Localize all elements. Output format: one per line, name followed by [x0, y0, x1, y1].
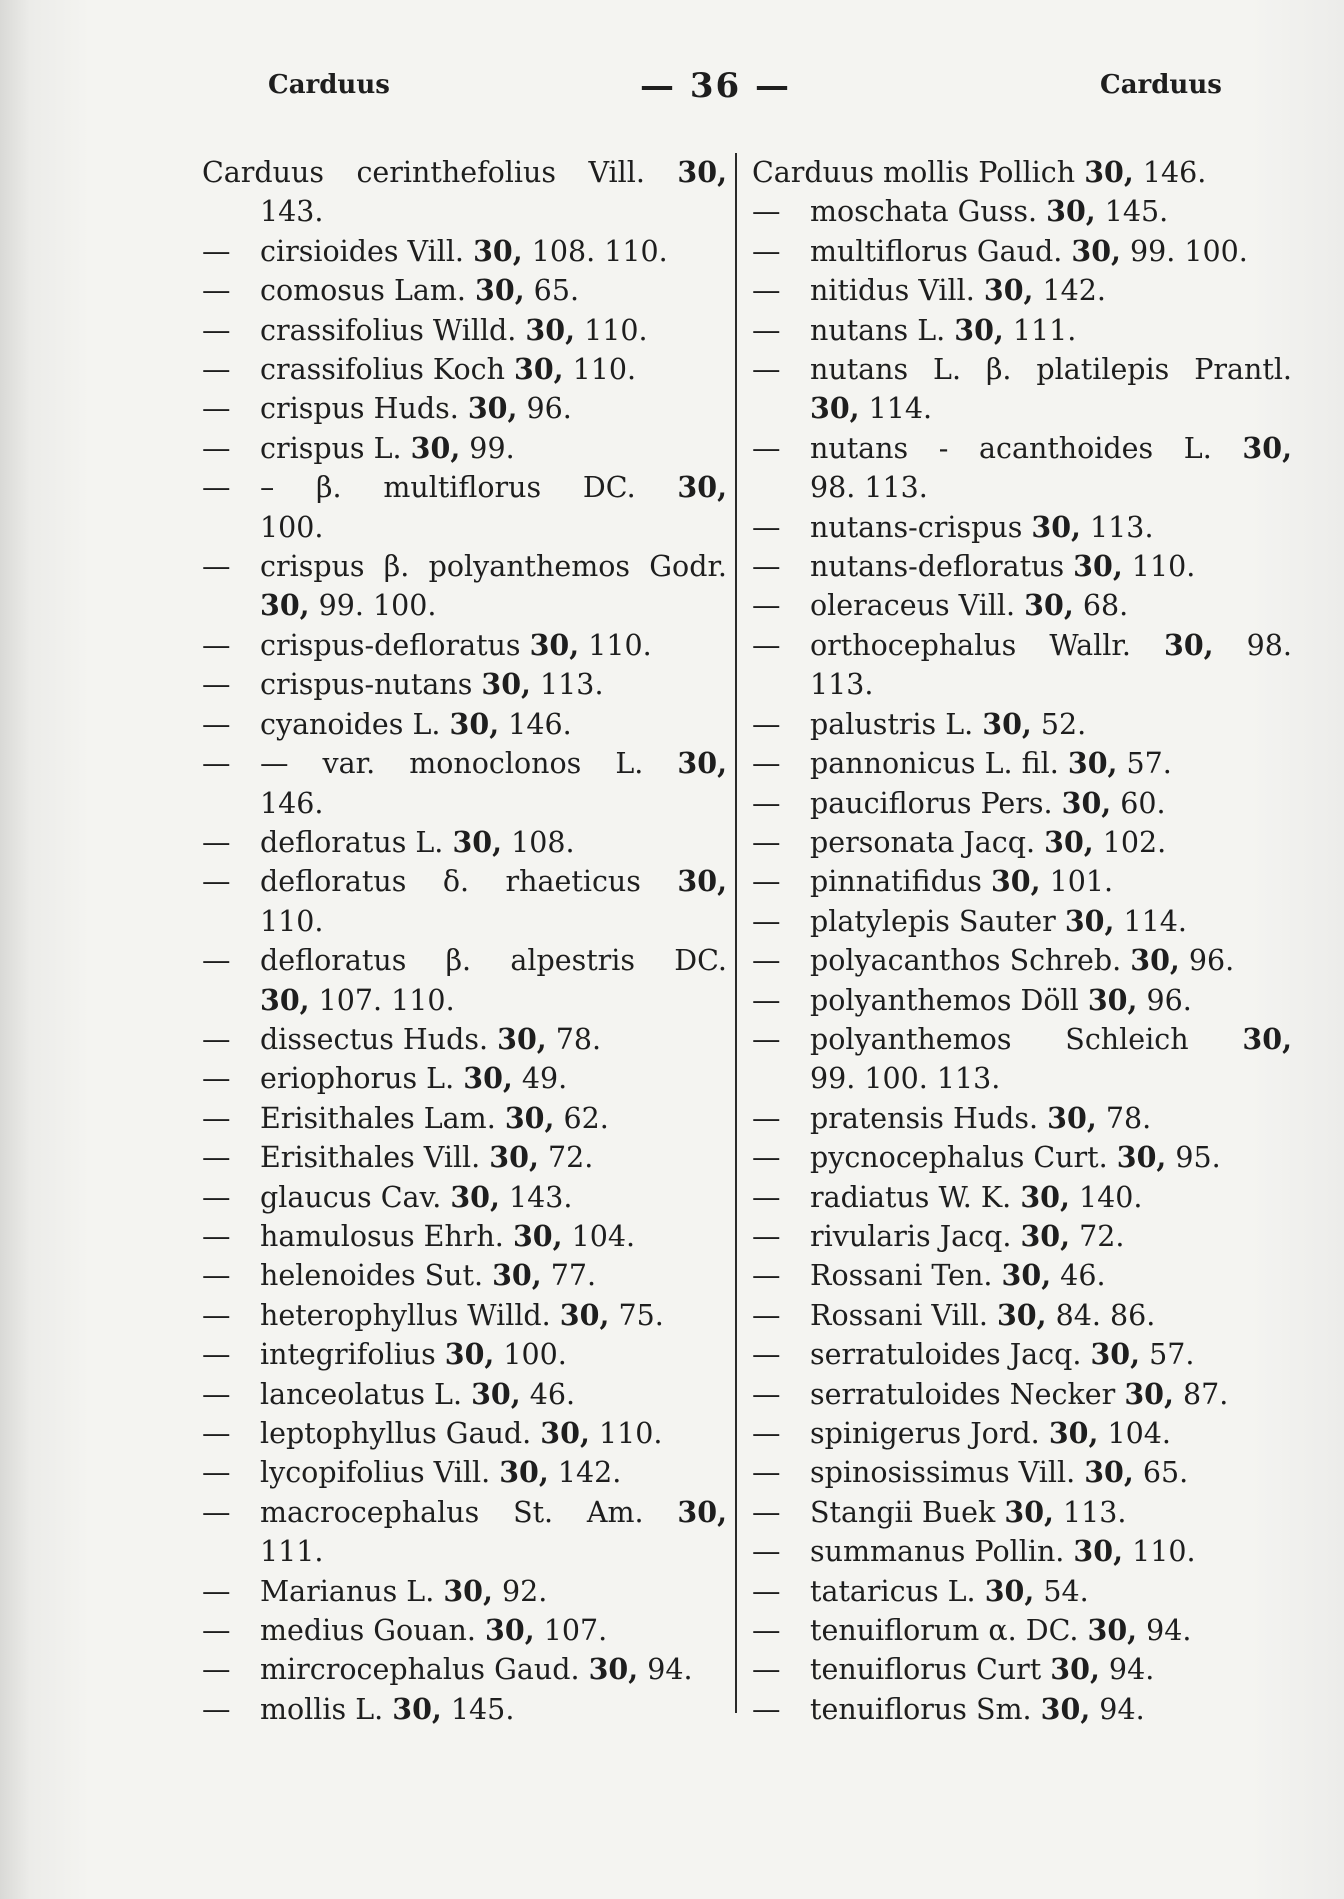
index-entry [202, 1099, 727, 1138]
ditto-dash: — [202, 628, 231, 662]
entry-text: Erisithales Vill. 30, 72. [260, 1140, 594, 1175]
entry-text: helenoides Sut. 30, 77. [260, 1258, 597, 1293]
index-entry [752, 153, 1292, 192]
ditto-dash: — [202, 274, 231, 308]
entry-text: spinosissimus Vill. 30, 65. [810, 1455, 1189, 1490]
ditto-dash: — [202, 1574, 231, 1608]
entry-text: Carduus cerinthefolius Vill. 30, [202, 155, 727, 189]
ditto-dash: — [752, 589, 781, 623]
entry-continuation: 100. [260, 510, 324, 544]
index-entry [752, 744, 1292, 783]
ditto-dash: — [752, 628, 781, 662]
index-entry [202, 271, 727, 310]
entry-text: serratuloides Necker 30, 87. [810, 1376, 1229, 1411]
entry-continuation: 110. [260, 904, 324, 938]
entry-text: medius Gouan. 30, 107. [260, 1613, 608, 1648]
ditto-dash: — [202, 1495, 231, 1529]
ditto-dash: — [752, 274, 781, 308]
index-entry [202, 1493, 727, 1572]
entry-text: pratensis Huds. 30, 78. [810, 1100, 1152, 1135]
entry-continuation: 30, 99. 100. [260, 588, 437, 623]
page-number: — 36 — [640, 66, 791, 106]
entry-text: crispus-defloratus 30, 110. [260, 627, 652, 662]
index-entry [752, 586, 1292, 625]
entry-text: – β. multiflorus DC. 30, [260, 470, 727, 505]
entry-text: tenuiflorus Curt 30, 94. [810, 1652, 1155, 1687]
index-entry [752, 1375, 1292, 1414]
entry-text: Rossani Vill. 30, 84. 86. [810, 1297, 1156, 1332]
entry-text: defloratus δ. rhaeticus 30, [260, 864, 727, 899]
ditto-dash: — [202, 1101, 231, 1135]
ditto-dash: — [752, 944, 781, 978]
index-entry [752, 1138, 1292, 1177]
entry-text: tenuiflorum α. DC. 30, 94. [810, 1613, 1192, 1648]
ditto-dash: — [202, 825, 231, 859]
entry-continuation: 30, 107. 110. [260, 982, 455, 1017]
ditto-dash: — [202, 1298, 231, 1332]
ditto-dash: — [202, 865, 231, 899]
entry-text: eriophorus L. 30, 49. [260, 1061, 568, 1096]
ditto-dash: — [752, 195, 781, 229]
ditto-dash: — [202, 1062, 231, 1096]
index-entry [202, 744, 727, 823]
ditto-dash: — [752, 825, 781, 859]
index-entry [752, 1532, 1292, 1571]
ditto-dash: — [202, 944, 231, 978]
ditto-dash: — [202, 1338, 231, 1372]
entry-continuation: 111. [260, 1535, 324, 1569]
entry-text: leptophyllus Gaud. 30, 110. [260, 1416, 663, 1450]
index-entry [202, 311, 727, 350]
index-entry [202, 468, 727, 547]
ditto-dash: — [752, 313, 781, 347]
index-entry [752, 1256, 1292, 1295]
entry-text: Stangii Buek 30, 113. [810, 1494, 1127, 1529]
entry-text: defloratus L. 30, 108. [260, 824, 575, 859]
entry-text: glaucus Cav. 30, 143. [260, 1179, 573, 1214]
ditto-dash: — [752, 1417, 781, 1450]
ditto-dash: — [752, 1574, 781, 1608]
ditto-dash: — [752, 510, 781, 544]
ditto-dash: — [752, 865, 781, 899]
entry-text: crispus L. 30, 99. [260, 430, 515, 465]
index-entry [202, 1059, 727, 1098]
entry-continuation: 146. [260, 786, 324, 820]
entry-text: polyacanthos Schreb. 30, 96. [810, 943, 1235, 978]
ditto-dash: — [202, 1456, 231, 1490]
entry-text: nutans L. β. platilepis Prantl. [810, 353, 1292, 387]
ditto-dash: — [752, 1338, 781, 1372]
entry-text: polyanthemos Schleich 30, [810, 1021, 1292, 1056]
ditto-dash: — [202, 747, 231, 781]
index-entry [752, 1572, 1292, 1611]
index-entry [202, 1335, 727, 1374]
index-entry [752, 311, 1292, 350]
index-entry [202, 1572, 727, 1611]
index-entry [202, 1296, 727, 1335]
entry-text: pycnocephalus Curt. 30, 95. [810, 1140, 1221, 1175]
ditto-dash: — [202, 1614, 231, 1648]
index-entry [202, 1217, 727, 1256]
entry-text: Carduus mollis Pollich 30, 146. [752, 155, 1207, 189]
index-entry [202, 705, 727, 744]
ditto-dash: — [752, 1259, 781, 1293]
index-entry [202, 1611, 727, 1650]
index-entry [752, 1493, 1292, 1532]
entry-text: pauciflorus Pers. 30, 60. [810, 785, 1166, 820]
ditto-dash: — [202, 1022, 231, 1056]
index-entry [202, 1453, 727, 1492]
index-entry [202, 626, 727, 665]
ditto-dash: — [752, 983, 781, 1017]
entry-text: nutans L. 30, 111. [810, 312, 1077, 347]
entry-continuation: 30, 114. [810, 391, 933, 426]
ditto-dash: — [752, 1022, 781, 1056]
ditto-dash: — [202, 1653, 231, 1687]
ditto-dash: — [752, 786, 781, 820]
entry-text: moschata Guss. 30, 145. [810, 194, 1169, 229]
index-entry [752, 1296, 1292, 1335]
ditto-dash: — [752, 1653, 781, 1687]
entry-text: macrocephalus St. Am. 30, [260, 1494, 727, 1529]
index-entry [752, 1611, 1292, 1650]
entry-text: crassifolius Willd. 30, 110. [260, 312, 648, 347]
ditto-dash: — [202, 1417, 231, 1450]
index-entry [752, 508, 1292, 547]
index-entry [752, 429, 1292, 508]
entry-text: hamulosus Ehrh. 30, 104. [260, 1218, 636, 1253]
entry-text: crispus Huds. 30, 96. [260, 391, 572, 426]
index-entry [752, 232, 1292, 271]
ditto-dash: — [202, 668, 231, 702]
index-entry [202, 1178, 727, 1217]
index-entry [752, 1453, 1292, 1492]
ditto-dash: — [202, 234, 231, 268]
index-entry [202, 429, 727, 468]
index-column-left [202, 153, 727, 1729]
ditto-dash: — [752, 1692, 781, 1726]
ditto-dash: — [752, 353, 781, 387]
index-entry [752, 902, 1292, 941]
entry-text: spinigerus Jord. 30, 104. [810, 1416, 1171, 1450]
ditto-dash: — [202, 1692, 231, 1726]
index-entry [202, 153, 727, 232]
header-right-title: Carduus [1100, 70, 1222, 100]
index-entry [752, 705, 1292, 744]
index-entry [202, 862, 727, 941]
ditto-dash: — [752, 1495, 781, 1529]
entry-text: orthocephalus Wallr. 30, 98. [810, 627, 1292, 662]
entry-text: nutans-crispus 30, 113. [810, 509, 1154, 544]
entry-text: heterophyllus Willd. 30, 75. [260, 1297, 664, 1332]
ditto-dash: — [202, 431, 231, 465]
index-entry [202, 1020, 727, 1059]
index-entry [752, 1690, 1292, 1729]
entry-text: summanus Pollin. 30, 110. [810, 1534, 1196, 1569]
ditto-dash: — [202, 550, 231, 584]
entry-text: crispus β. polyanthemos Godr. [260, 550, 727, 584]
entry-text: nitidus Vill. 30, 142. [810, 273, 1106, 308]
index-entry [752, 862, 1292, 901]
entry-text: mollis L. 30, 145. [260, 1691, 515, 1726]
index-entry [752, 1099, 1292, 1138]
index-column-right [752, 153, 1292, 1729]
entry-text: personata Jacq. 30, 102. [810, 824, 1167, 859]
index-entry [752, 941, 1292, 980]
ditto-dash: — [752, 1101, 781, 1135]
ditto-dash: — [202, 707, 231, 741]
ditto-dash: — [752, 904, 781, 938]
index-entry [202, 350, 727, 389]
index-entry [202, 389, 727, 428]
index-entry [202, 232, 727, 271]
entry-text: tenuiflorus Sm. 30, 94. [810, 1691, 1145, 1726]
index-entry [752, 192, 1292, 231]
ditto-dash: — [752, 1377, 781, 1411]
ditto-dash: — [202, 1219, 231, 1253]
ditto-dash: — [752, 1219, 781, 1253]
entry-text: Rossani Ten. 30, 46. [810, 1258, 1106, 1293]
entry-text: tataricus L. 30, 54. [810, 1573, 1089, 1608]
entry-text: pinnatifidus 30, 101. [810, 864, 1114, 899]
index-entry [752, 981, 1292, 1020]
ditto-dash: — [202, 392, 231, 426]
header-left-title: Carduus [268, 70, 390, 100]
entry-text: lanceolatus L. 30, 46. [260, 1376, 576, 1411]
ditto-dash: — [202, 1259, 231, 1293]
entry-text: crassifolius Koch 30, 110. [260, 352, 637, 387]
entry-continuation: 113. [810, 668, 874, 702]
ditto-dash: — [202, 1377, 231, 1411]
index-entry [752, 547, 1292, 586]
entry-text: — var. monoclonos L. 30, [260, 746, 727, 781]
entry-text: dissectus Huds. 30, 78. [260, 1021, 602, 1056]
entry-text: oleraceus Vill. 30, 68. [810, 588, 1129, 623]
index-entry [202, 941, 727, 1020]
index-entry [752, 626, 1292, 705]
index-entry [752, 1178, 1292, 1217]
ditto-dash: — [752, 1141, 781, 1175]
ditto-dash: — [752, 1298, 781, 1332]
ditto-dash: — [202, 313, 231, 347]
index-entry [202, 1414, 727, 1453]
index-entry [752, 1650, 1292, 1689]
entry-text: polyanthemos Döll 30, 96. [810, 982, 1192, 1017]
entry-text: rivularis Jacq. 30, 72. [810, 1218, 1125, 1253]
index-entry [202, 665, 727, 704]
entry-text: platylepis Sauter 30, 114. [810, 903, 1187, 938]
entry-text: pannonicus L. fil. 30, 57. [810, 746, 1172, 781]
entry-text: cirsioides Vill. 30, 108. 110. [260, 233, 668, 268]
index-entry [752, 271, 1292, 310]
ditto-dash: — [752, 234, 781, 268]
entry-text: defloratus β. alpestris DC. [260, 944, 727, 978]
entry-text: Erisithales Lam. 30, 62. [260, 1100, 609, 1135]
running-header [0, 66, 1344, 110]
ditto-dash: — [752, 1614, 781, 1648]
entry-text: nutans-defloratus 30, 110. [810, 549, 1196, 584]
index-entry [752, 350, 1292, 429]
index-entry [752, 1335, 1292, 1374]
index-entry [202, 1256, 727, 1295]
ditto-dash: — [202, 1141, 231, 1175]
index-entry [202, 823, 727, 862]
column-divider [735, 153, 737, 1713]
index-entry [752, 784, 1292, 823]
ditto-dash: — [752, 1456, 781, 1490]
ditto-dash: — [752, 550, 781, 584]
ditto-dash: — [202, 353, 231, 387]
ditto-dash: — [202, 471, 231, 505]
entry-text: palustris L. 30, 52. [810, 706, 1087, 741]
entry-text: integrifolius 30, 100. [260, 1337, 567, 1372]
entry-continuation: 143. [260, 195, 324, 229]
entry-continuation: 99. 100. 113. [810, 1062, 1001, 1096]
index-entry [752, 1020, 1292, 1099]
index-entry [752, 1217, 1292, 1256]
index-entry [202, 1690, 727, 1729]
index-entry [752, 1414, 1292, 1453]
ditto-dash: — [752, 747, 781, 781]
entry-continuation: 98. 113. [810, 471, 928, 505]
entry-text: cyanoides L. 30, 146. [260, 706, 572, 741]
index-entry [752, 823, 1292, 862]
index-entry [202, 1375, 727, 1414]
entry-text: nutans - acanthoides L. 30, [810, 430, 1292, 465]
entry-text: radiatus W. K. 30, 140. [810, 1179, 1143, 1214]
ditto-dash: — [752, 707, 781, 741]
entry-text: Marianus L. 30, 92. [260, 1573, 548, 1608]
entry-text: serratuloides Jacq. 30, 57. [810, 1337, 1195, 1372]
entry-text: mircrocephalus Gaud. 30, 94. [260, 1652, 693, 1687]
ditto-dash: — [752, 1535, 781, 1569]
entry-text: comosus Lam. 30, 65. [260, 273, 580, 308]
entry-text: lycopifolius Vill. 30, 142. [260, 1455, 622, 1490]
ditto-dash: — [752, 1180, 781, 1214]
index-entry [202, 547, 727, 626]
index-entry [202, 1650, 727, 1689]
index-entry [202, 1138, 727, 1177]
ditto-dash: — [202, 1180, 231, 1214]
entry-text: crispus-nutans 30, 113. [260, 667, 604, 702]
ditto-dash: — [752, 431, 781, 465]
entry-text: multiflorus Gaud. 30, 99. 100. [810, 233, 1248, 268]
